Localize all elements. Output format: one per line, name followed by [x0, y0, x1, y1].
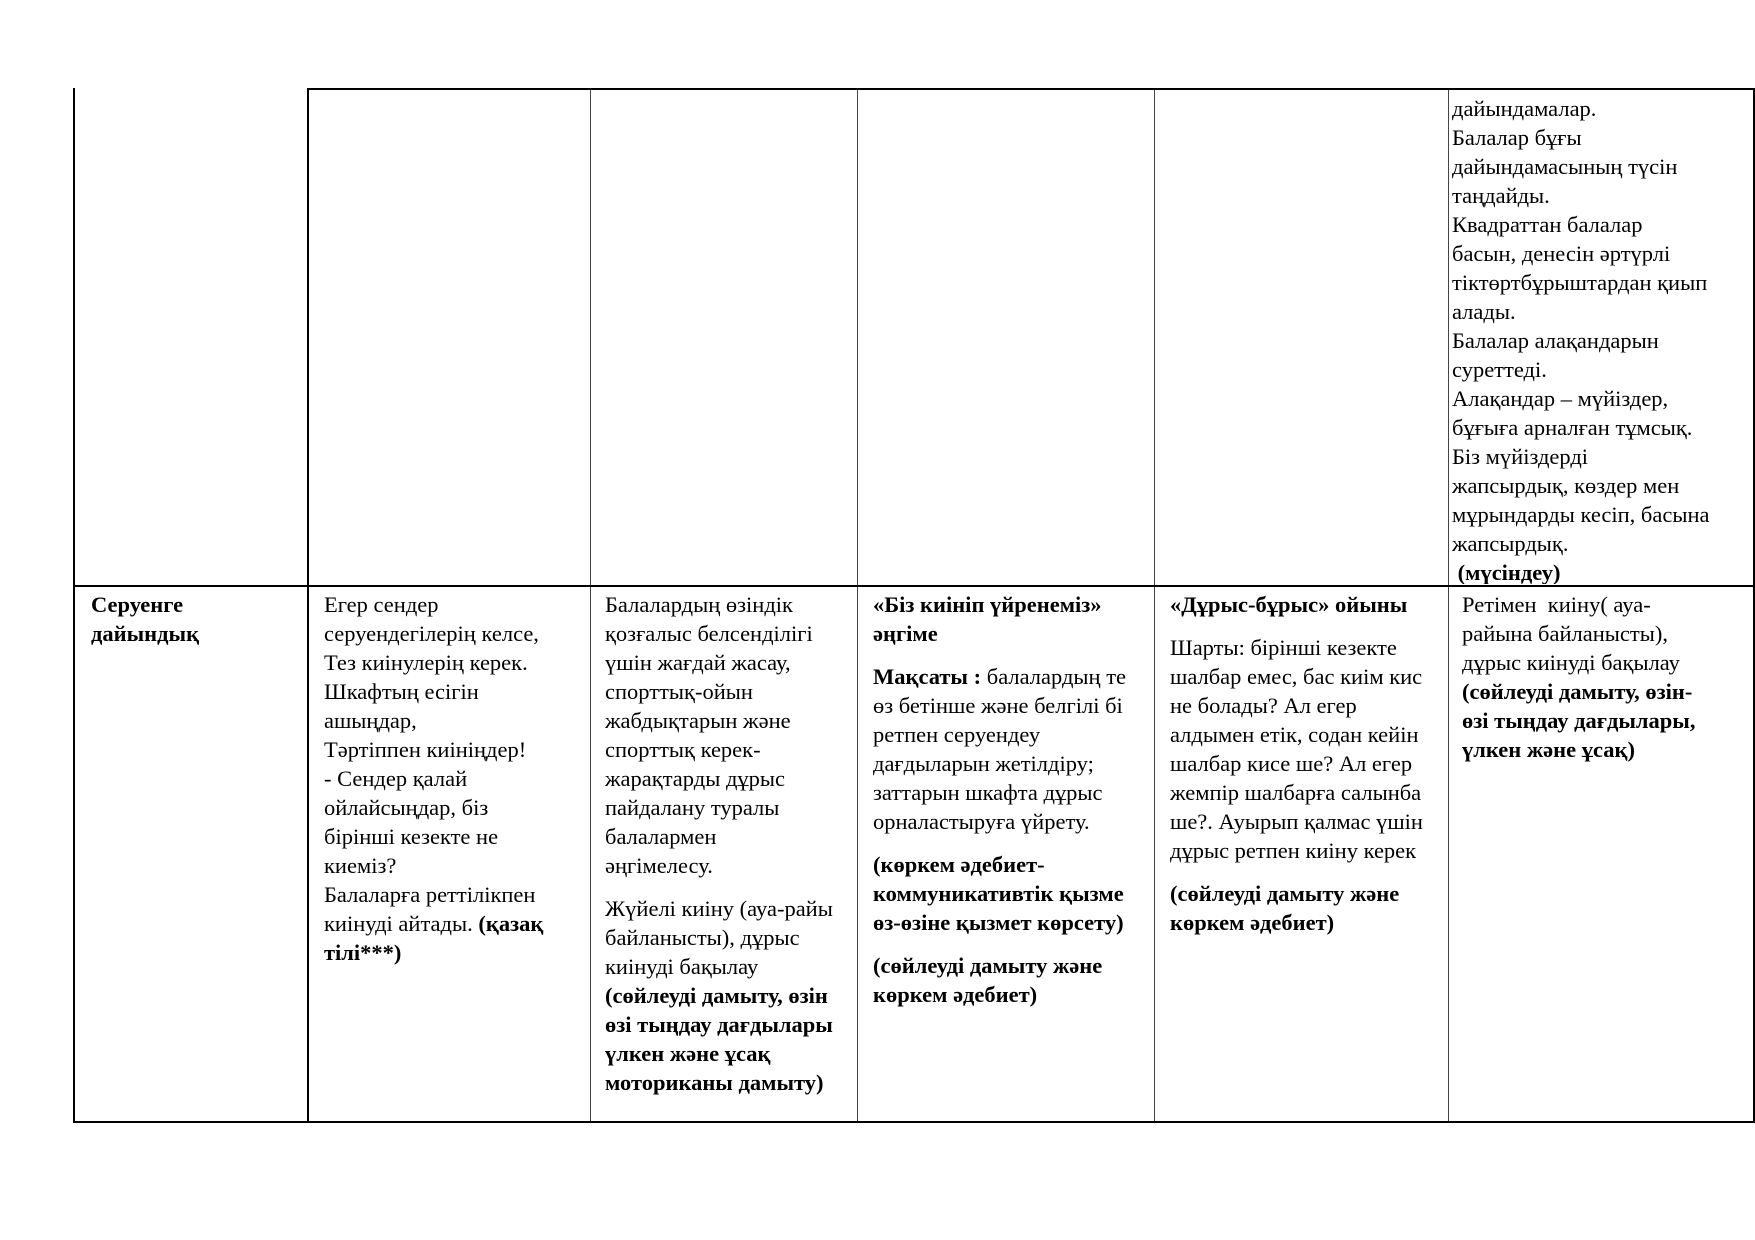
text-line: шалбар емес, бас киім кис — [1170, 664, 1423, 689]
text-line: заттарын шкафта дұрыс — [873, 780, 1103, 805]
activity-title: «Дұрыс-бұрыс» ойыны — [1170, 592, 1408, 617]
text-line: киеміз? — [324, 853, 397, 878]
subject-tag: өз-өзіне қызмет көрсету) — [873, 910, 1124, 935]
goal-label: Мақсаты : — [873, 664, 987, 689]
text-line: бұғыға арналған тұмсық. — [1452, 415, 1693, 440]
row2-title-cell — [91, 590, 305, 648]
text-line: Балалар бұғы — [1452, 125, 1582, 150]
text-line: алдымен етік, содан кейін — [1170, 722, 1419, 747]
row-divider — [73, 585, 1755, 587]
subject-tag: (қазақ — [478, 911, 544, 936]
table-border-bottom — [73, 1121, 1755, 1123]
text-line: дайындамалар. — [1452, 96, 1597, 121]
subject-tag: (сөйлеуді дамыту және — [873, 953, 1103, 978]
text-line: дайындамасының түсін — [1452, 154, 1678, 179]
column-divider — [1154, 88, 1155, 1123]
text-line: Тез киінулерің керек. — [324, 650, 528, 675]
text-line: Ретімен киіну( ауа- — [1462, 592, 1651, 617]
table-border-top — [307, 88, 1755, 90]
text-line: жемпір шалбарға салынба — [1170, 780, 1422, 805]
text-line: Балалардың өзіндік — [605, 592, 793, 617]
column-divider — [1448, 88, 1449, 1123]
text-line: суреттеді. — [1452, 357, 1547, 382]
text-line: ойлайсыңдар, біз — [324, 795, 489, 820]
text-line — [324, 909, 588, 938]
row2-col3-cell — [605, 590, 857, 1097]
text-line: спорттық-ойын — [605, 679, 753, 704]
row1-col7-cell — [1452, 94, 1752, 584]
text-line: орналастыруға үйрету. — [873, 809, 1090, 834]
goal-line — [873, 662, 1154, 691]
text-line: жапсырдық, көздер мен — [1452, 473, 1680, 498]
text-line: таңдайды. — [1452, 183, 1550, 208]
row-title-line: дайындық — [91, 621, 200, 646]
text-line: жабдықтарын және — [605, 708, 791, 733]
text-line: ше?. Ауырып қалмас үшін — [1170, 809, 1423, 834]
subject-tag: тілі***) — [324, 940, 402, 965]
subject-tag: үлкен және ұсақ) — [1462, 737, 1635, 762]
text-line: ретпен серуендеу — [873, 722, 1041, 747]
activity-title: «Біз киініп үйренеміз» — [873, 592, 1102, 617]
text-line: Балалар алақандарын — [1452, 328, 1659, 353]
text-line: дұрыс киінуді бақылау — [1462, 650, 1680, 675]
text-line: райына байланысты), — [1462, 621, 1668, 646]
text-line: байланысты), дұрыс — [605, 925, 800, 950]
text-line: Балаларға реттілікпен — [324, 882, 536, 907]
row2-col2-cell — [324, 590, 588, 967]
text-line: алады. — [1452, 299, 1516, 324]
text-line: бірінші кезекте не — [324, 824, 499, 849]
text-line: - Сендер қалай — [324, 766, 468, 791]
text-line: ашыңдар, — [324, 708, 417, 733]
text-line: спорттық керек- — [605, 737, 761, 762]
text-line: жапсырдық. — [1452, 531, 1569, 556]
text-line: пайдалану туралы — [605, 795, 780, 820]
subject-tag: (сөйлеуді дамыту және — [1170, 881, 1400, 906]
text-line: серуендегілерің келсе, — [324, 621, 539, 646]
activity-tag: (мүсіндеу) — [1452, 560, 1561, 584]
text-line: Біз мүйіздерді — [1452, 444, 1589, 469]
text-line: Алақандар – мүйіздер, — [1452, 386, 1669, 411]
column-divider — [307, 88, 309, 1123]
subject-tag: көркем әдебиет) — [873, 982, 1038, 1007]
text-line: Шарты: бірінші кезекте — [1170, 635, 1397, 660]
subject-tag: (көркем әдебиет- — [873, 852, 1045, 877]
subject-tag: (сөйлеуді дамыту, өзін — [605, 983, 828, 1008]
activity-title: әңгіме — [873, 621, 938, 646]
text-line: дағдыларын жетілдіру; — [873, 751, 1094, 776]
text-line: шалбар кисе ше? Ал егер — [1170, 751, 1413, 776]
subject-tag: өзі тыңдау дағдылары — [605, 1012, 833, 1037]
text-line: өз бетінше және белгілі бі — [873, 693, 1123, 718]
row-title-line: Серуенге — [91, 592, 184, 617]
table-border-left — [73, 88, 75, 1123]
subject-tag: өзі тыңдау дағдылары, — [1462, 708, 1696, 733]
text-line: қозғалыс белсенділігі — [605, 621, 813, 646]
text-line: киінуді бақылау — [605, 954, 759, 979]
subject-tag: коммуникативтік қызме — [873, 881, 1124, 906]
text-line: Квадраттан балалар — [1452, 212, 1643, 237]
text-line: балалармен — [605, 824, 717, 849]
text-line: басын, денесін әртүрлі — [1452, 241, 1671, 266]
column-divider — [590, 88, 591, 1123]
row2-col4-cell — [873, 590, 1154, 1009]
subject-tag: үлкен және ұсақ — [605, 1041, 771, 1066]
text-run: киінуді айтады. — [324, 911, 479, 936]
subject-tag: моториканы дамыту) — [605, 1070, 824, 1095]
text-line: жарақтарды дұрыс — [605, 766, 785, 791]
text-line: Тәртіппен киініңдер! — [324, 737, 527, 762]
text-line: үшін жағдай жасау, — [605, 650, 791, 675]
row2-col5-cell — [1170, 590, 1448, 937]
text-line: мұрындарды кесіп, басына — [1452, 502, 1710, 527]
text-line: не болады? Ал егер — [1170, 693, 1357, 718]
column-divider — [857, 88, 858, 1123]
text-line: дұрыс ретпен киіну керек — [1170, 838, 1417, 863]
text-line: тіктөртбұрыштардан қиып — [1452, 270, 1708, 295]
subject-tag: (сөйлеуді дамыту, өзін- — [1462, 679, 1693, 704]
text-line: Шкафтың есігін — [324, 679, 479, 704]
text-line: әңгімелесу. — [605, 853, 713, 878]
row2-col6-cell — [1462, 590, 1752, 764]
text-line: Жүйелі киіну (ауа-райы — [605, 896, 833, 921]
subject-tag: көркем әдебиет) — [1170, 910, 1335, 935]
text-line: Егер сендер — [324, 592, 439, 617]
text-run: балалардың те — [986, 664, 1127, 689]
